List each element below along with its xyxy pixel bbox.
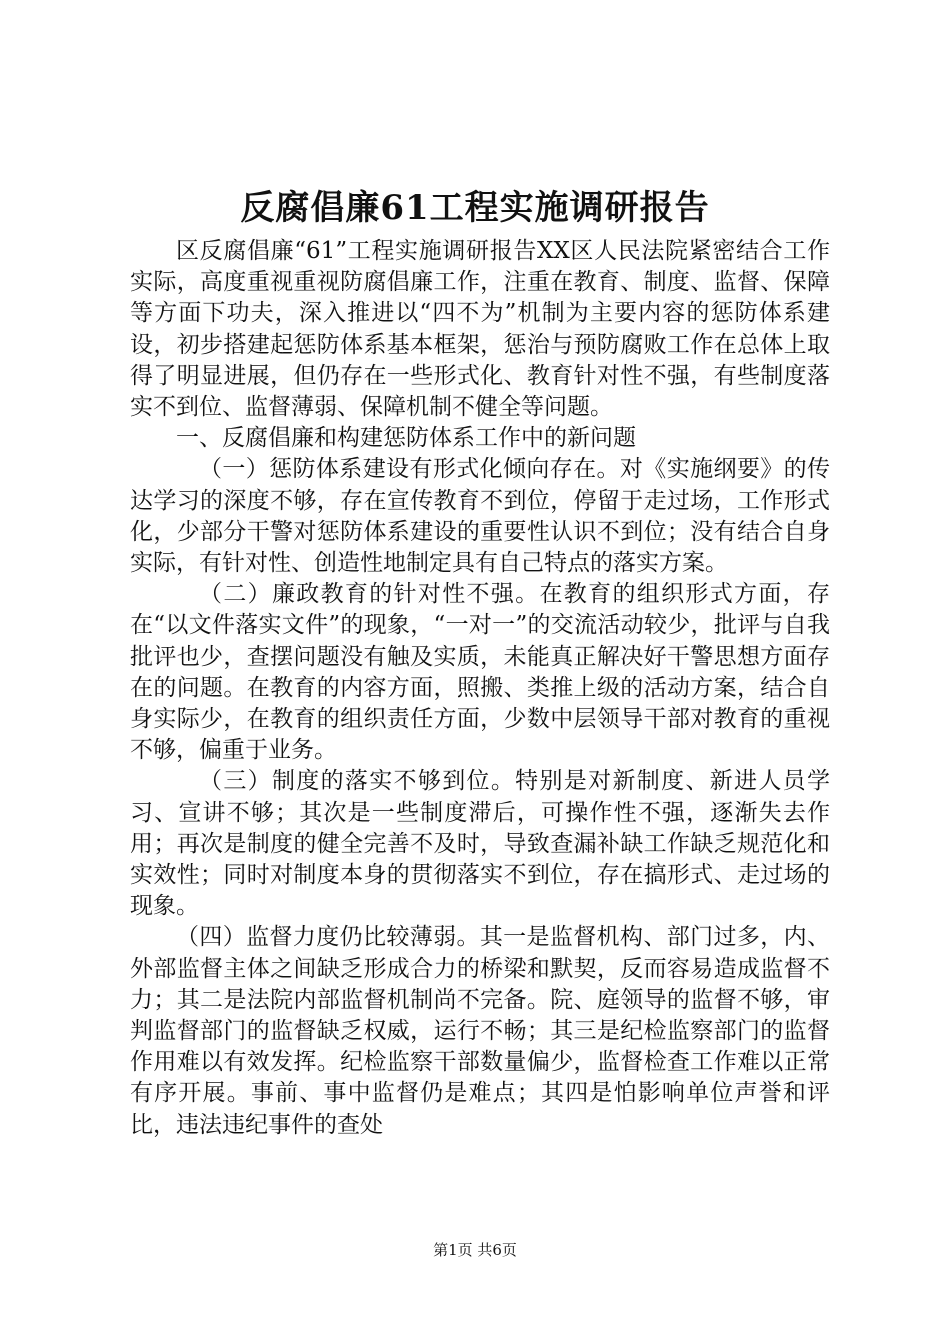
document-title: 反腐倡廉61工程实施调研报告: [240, 188, 710, 228]
paragraph-item-4: （四）监督力度仍比较薄弱。其一是监督机构、部门过多，内、外部监督主体之间缺乏形成合力的桥梁和默契，反而容易造成监督不力；其二是法院内部监督机制尚不完备。院、庭领导的监督不够，审判监督部门的监督缺乏权威，运行不畅；其三是纪检监察部门的监督作用难以有效发挥。纪检监察干部数量偏少，监督检查工作难以正常有序开展。事前、事中监督仍是难点；其四是怕影响单位声誉和评比，违法违纪事件的查处: [130, 924, 830, 1138]
paragraph-item-1: （一）惩防体系建设有形式化倾向存在。对《实施纲要》的传达学习的深度不够，存在宣传教育不到位，停留于走过场，工作形式化，少部分干警对惩防体系建设的重要性认识不到位；没有结合自身实际，有针对性、创造性地制定具有自己特点的落实方案。: [130, 456, 830, 577]
page-number-footer: 第1页 共6页: [433, 1241, 517, 1259]
paragraph-item-2: （二）廉政教育的针对性不强。在教育的组织形式方面，存在“以文件落实文件”的现象，“一对一”的交流活动较少，批评与自我批评也少，查摆问题没有触及实质，未能真正解决好干警思想方面存在的问题。在教育的内容方面，照搬、类推上级的活动方案，结合自身实际少，在教育的组织责任方面，少数中层领导干部对教育的重视不够，偏重于业务。: [130, 581, 830, 764]
paragraph-intro: 区反腐倡廉“61”工程实施调研报告XX区人民法院紧密结合工作实际，高度重视重视防腐倡廉工作，注重在教育、制度、监督、保障等方面下功夫，深入推进以“四不为”机制为主要内容的惩防体系建设，初步搭建起惩防体系基本框架，惩治与预防腐败工作在总体上取得了明显进展，但仍存在一些形式化、教育针对性不强，有些制度落实不到位、监督薄弱、保障机制不健全等问题。: [130, 238, 830, 421]
section-heading-1: 一、反腐倡廉和构建惩防体系工作中的新问题: [176, 425, 636, 452]
paragraph-item-3: （三）制度的落实不够到位。特别是对新制度、新进人员学习、宣讲不够；其次是一些制度滞后，可操作性不强，逐渐失去作用；再次是制度的健全完善不及时，导致查漏补缺工作缺乏规范化和实效性；同时对制度本身的贯彻落实不到位，存在搞形式、走过场的现象。: [130, 768, 830, 920]
document-body: [130, 236, 830, 1141]
